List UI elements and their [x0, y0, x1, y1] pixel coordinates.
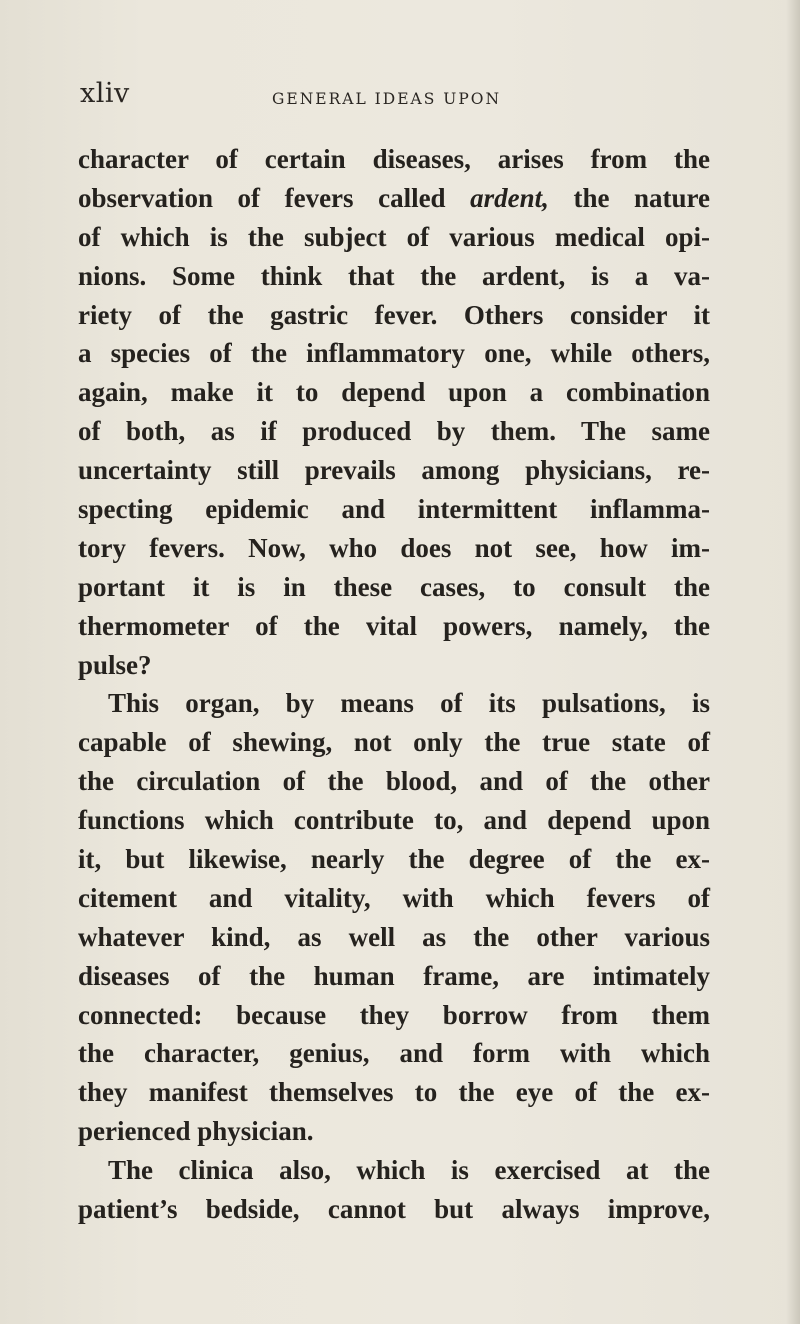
- text-line: thermometer of the vital powers, namely, the: [78, 610, 710, 641]
- italic-term: ardent,: [470, 182, 549, 213]
- text-line: uncertainty still prevails among physicians, re-: [78, 455, 710, 486]
- text-line: riety of the gastric fever. Others consider it: [78, 299, 710, 330]
- page-number: xliv: [80, 78, 130, 109]
- text-line: they manifest themselves to the eye of the ex-: [78, 1077, 710, 1108]
- text-line: citement and vitality, with which fevers of: [78, 882, 710, 913]
- text-line: perienced physician.: [78, 1116, 314, 1147]
- text-segment: the nature: [548, 182, 710, 213]
- running-head: GENERAL IDEAS UPON: [272, 90, 502, 108]
- text-line: capable of shewing, not only the true state of: [78, 727, 710, 758]
- text-line: [78, 179, 710, 218]
- text-line: pulse?: [78, 649, 152, 680]
- text-line: diseases of the human frame, are intimately: [78, 960, 710, 991]
- page-header: [80, 78, 720, 118]
- text-line: of which is the subject of various medical opi-: [78, 221, 710, 252]
- text-line: specting epidemic and intermittent inflamma-: [78, 494, 710, 525]
- text-line: whatever kind, as well as the other various: [78, 921, 710, 952]
- text-line: This organ, by means of its pulsations, is: [108, 688, 710, 719]
- text-line: functions which contribute to, and depend upon: [78, 805, 710, 836]
- text-line: portant it is in these cases, to consult the: [78, 571, 710, 602]
- text-line: patient’s bedside, cannot but always improve,: [78, 1194, 710, 1225]
- text-line: it, but likewise, nearly the degree of the ex-: [78, 844, 710, 875]
- text-line: character of certain diseases, arises from the: [78, 144, 710, 174]
- text-line: of both, as if produced by them. The same: [78, 416, 710, 447]
- text-line: again, make it to depend upon a combination: [78, 377, 710, 408]
- page-edge-shadow: [786, 0, 800, 1324]
- text-line: The clinica also, which is exercised at the: [108, 1155, 710, 1186]
- text-line: the circulation of the blood, and of the other: [78, 766, 710, 797]
- text-segment: observation of fevers called: [78, 182, 446, 213]
- text-line: connected: because they borrow from them: [78, 999, 710, 1030]
- text-line: the character, genius, and form with which: [78, 1038, 710, 1069]
- text-line: tory fevers. Now, who does not see, how im-: [78, 532, 710, 563]
- body-text: [78, 140, 710, 1229]
- text-line: nions. Some think that the ardent, is a va-: [78, 260, 710, 291]
- text-line: a species of the inflammatory one, while others,: [78, 338, 710, 369]
